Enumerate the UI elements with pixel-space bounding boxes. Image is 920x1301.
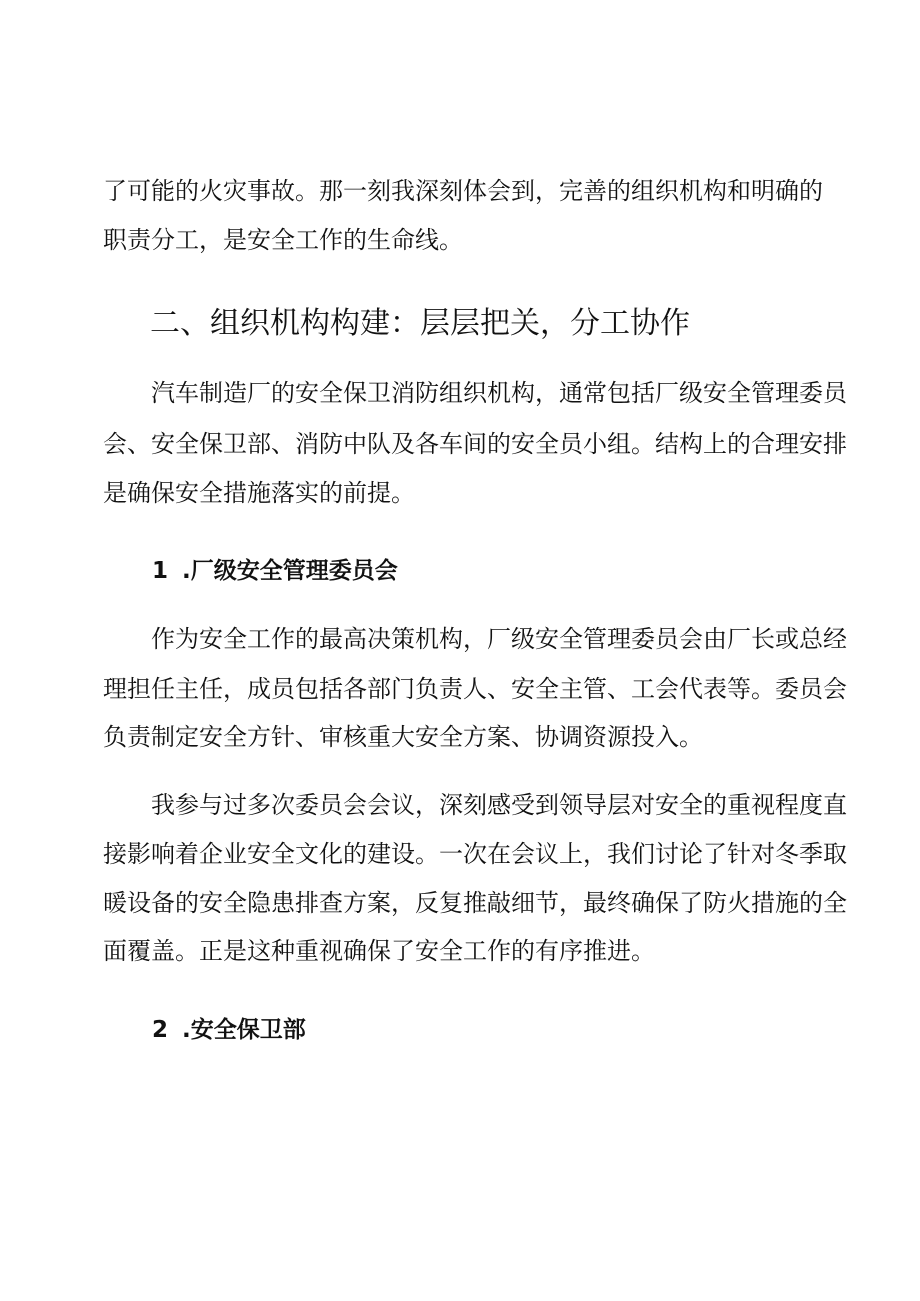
sub1-paragraph1-line-1: 作为安全工作的最高决策机构，厂级安全管理委员会由厂长或总经 [151, 625, 847, 653]
subsection-1-title: .厂级安全管理委员会 [182, 558, 398, 584]
subsection-2-heading [152, 1015, 306, 1045]
section-paragraph-line-1: 汽车制造厂的安全保卫消防组织机构，通常包括厂级安全管理委员 [151, 379, 847, 407]
sub1-paragraph1-line-2: 理担任主任，成员包括各部门负责人、安全主管、工会代表等。委员会 [103, 675, 847, 703]
subsection-2-title: .安全保卫部 [182, 1017, 306, 1043]
subsection-2-number: 2 [152, 1017, 169, 1043]
sub1-paragraph2-line-3: 暖设备的安全隐患排查方案，反复推敲细节，最终确保了防火措施的全 [103, 889, 847, 917]
intro-line-2: 职责分工，是安全工作的生命线。 [103, 226, 463, 254]
subsection-1-number: 1 [152, 558, 169, 584]
subsection-1-heading [152, 556, 398, 586]
section-heading: 二、组织机构构建：层层把关，分工协作 [150, 306, 690, 341]
sub1-paragraph1-line-3: 负责制定安全方针、审核重大安全方案、协调资源投入。 [103, 723, 703, 751]
section-paragraph-line-2: 会、安全保卫部、消防中队及各车间的安全员小组。结构上的合理安排 [103, 430, 847, 458]
section-paragraph-line-3: 是确保安全措施落实的前提。 [103, 479, 415, 507]
sub1-paragraph2-line-2: 接影响着企业安全文化的建设。一次在会议上，我们讨论了针对冬季取 [103, 840, 847, 868]
sub1-paragraph2-line-1: 我参与过多次委员会会议，深刻感受到领导层对安全的重视程度直 [151, 791, 847, 819]
sub1-paragraph2-line-4: 面覆盖。正是这种重视确保了安全工作的有序推进。 [103, 937, 655, 965]
intro-line-1: 了可能的火灾事故。那一刻我深刻体会到，完善的组织机构和明确的 [103, 177, 823, 205]
